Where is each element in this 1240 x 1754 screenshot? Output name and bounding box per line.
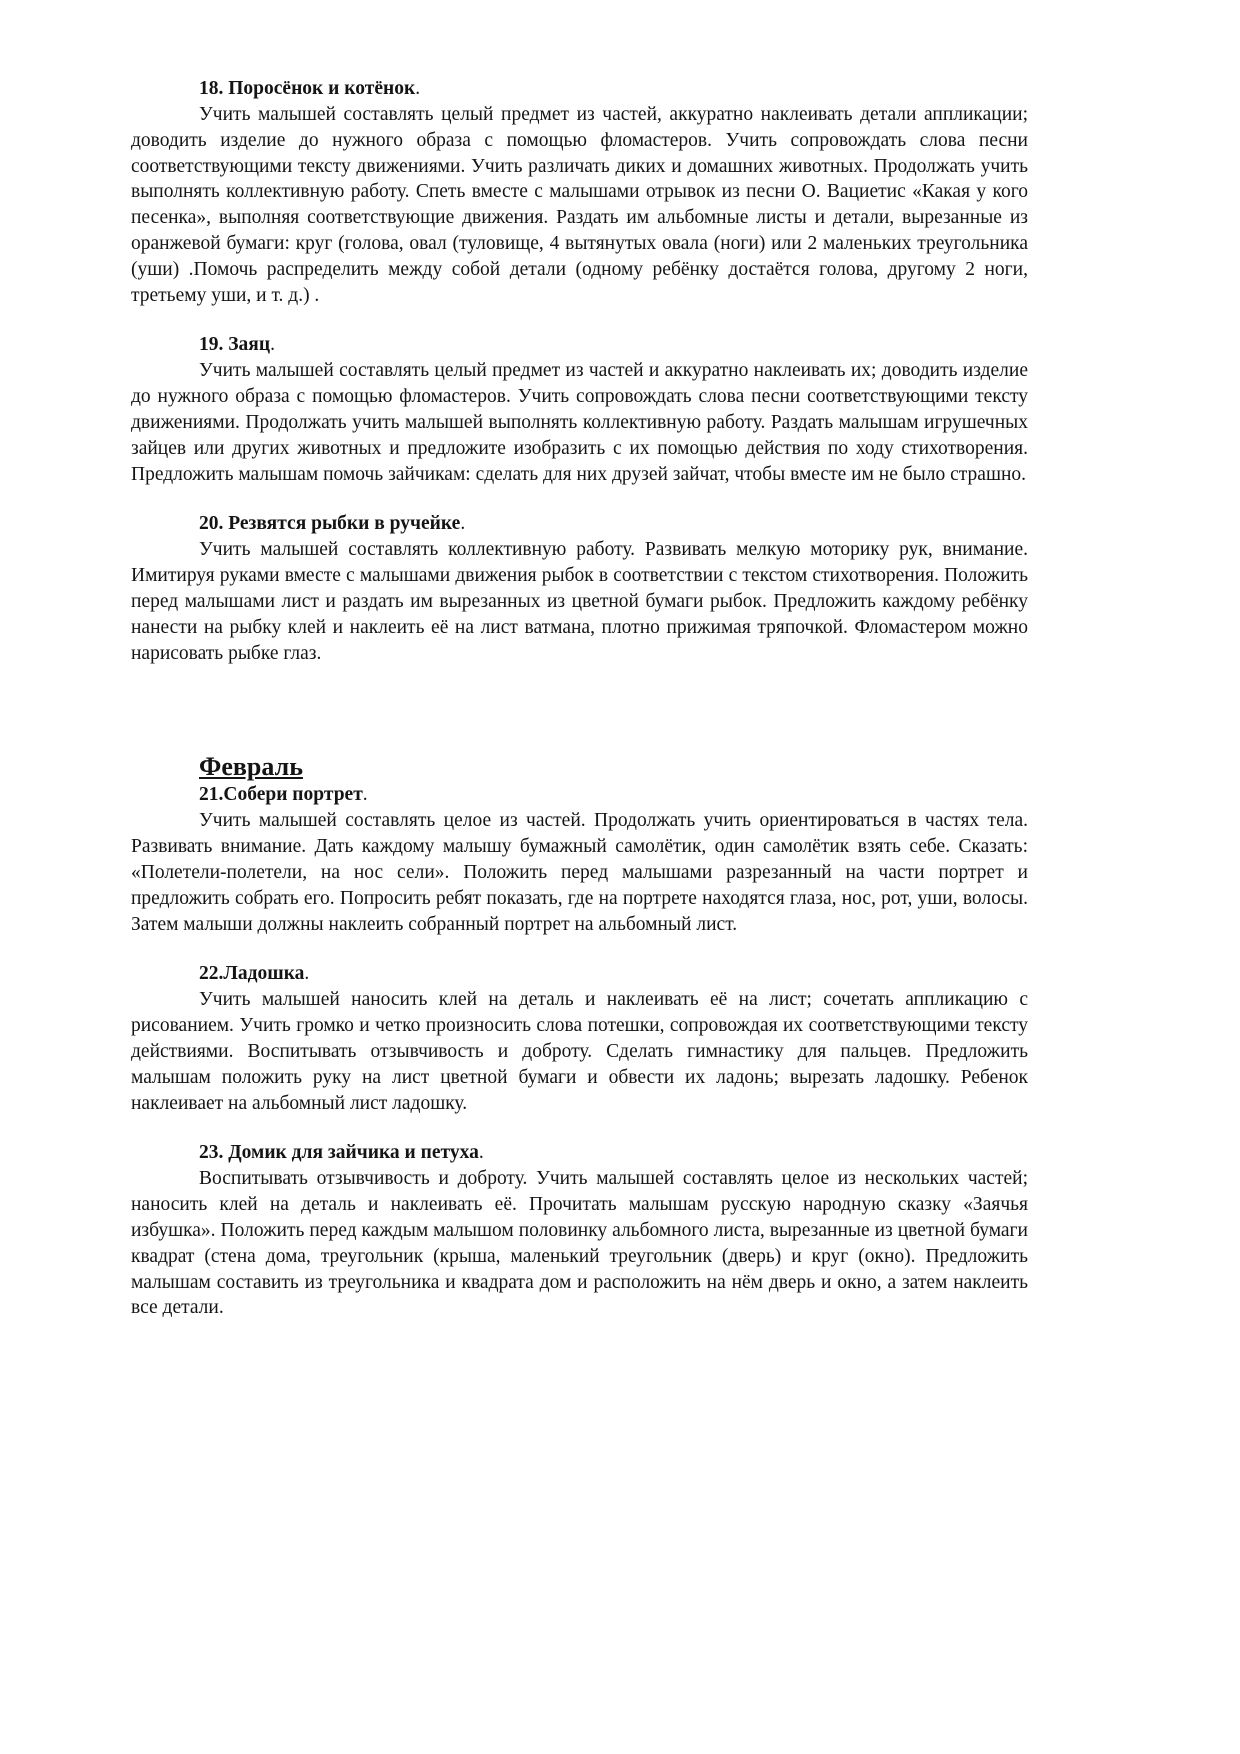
section-21	[131, 782, 1028, 937]
section-title-text: 20. Резвятся рыбки в ручейке	[199, 513, 461, 535]
section-body: Учить малышей наносить клей на деталь и наклеивать её на лист; сочетать аппликацию с рисованием. Учить громко и четко произносить слова потешки, сопровождая их соответствующими тексту действиями. Воспитывать отзывчивость и доброту. Сделать гимнастику для пальцев. Предложить малышам положить руку на лист цветной бумаги и обвести их ладонь; вырезать ладошку. Ребенок наклеивает на альбомный лист ладошку.	[131, 989, 1028, 1114]
section-body: Учить малышей составлять коллективную работу. Развивать мелкую моторику рук, внимание. Имитируя руками вместе с малышами движения рыбок в соответствии с текстом стихотворения. Положить перед малышами лист и раздать им вырезанных из цветной бумаги рыбок. Предложить каждому ребёнку нанести на рыбку клей и наклеить её на лист ватмана, плотно прижимая тряпочкой. Фломастером можно нарисовать рыбке глаз.	[131, 539, 1028, 664]
section-19	[131, 332, 1028, 487]
section-title-text: 19. Заяц	[199, 334, 271, 356]
section-18	[131, 76, 1028, 308]
section-title-text: 21.Собери портрет	[199, 784, 363, 806]
section-title-text: 23. Домик для зайчика и петуха	[199, 1142, 479, 1164]
section-20	[131, 511, 1028, 666]
section-title	[131, 76, 1028, 102]
section-title	[131, 332, 1028, 358]
section-body: Учить малышей составлять целый предмет из частей, аккуратно наклеивать детали аппликации; доводить изделие до нужного образа с помощью фломастеров. Учить сопровождать слова песни соответствующими тексту движениями. Учить различать диких и домашних животных. Продолжать учить выполнять коллективную работу. Спеть вместе с малышами отрывок из песни О. Вациетис «Какая у кого песенка», выполняя соответствующие движения. Раздать им альбомные листы и детали, вырезанные из оранжевой бумаги: круг (голова, овал (туловище, 4 вытянутых овала (ноги) или 2 маленьких треугольника (уши) .Помочь распределить между собой детали (одному ребёнку достаётся голова, другому 2 ноги, третьему уши, и т. д.) .	[131, 104, 1028, 306]
section-body: Учить малышей составлять целое из частей. Продолжать учить ориентироваться в частях тела. Развивать внимание. Дать каждому малышу бумажный самолётик, один самолётик взять себе. Сказать: «Полетели-полетели, на нос сели». Положить перед малышами разрезанный на части портрет и предложить собрать его. Попросить ребят показать, где на портрете находятся глаза, нос, рот, уши, волосы. Затем малыши должны наклеить собранный портрет на альбомный лист.	[131, 810, 1028, 935]
title-period: .	[270, 334, 275, 356]
section-body: Учить малышей составлять целый предмет из частей и аккуратно наклеивать их; доводить изделие до нужного образа с помощью фломастеров. Учить сопровождать слова песни соответствующими тексту движениями. Продолжать учить малышей выполнять коллективную работу. Раздать малышам игрушечных зайцев или других животных и предложите изобразить с их помощью действия по ходу стихотворения. Предложить малышам помочь зайчикам: сделать для них друзей зайчат, чтобы вместе им не было страшно.	[131, 360, 1028, 485]
title-period: .	[460, 513, 466, 535]
section-23	[131, 1140, 1028, 1321]
title-period: .	[304, 963, 310, 985]
section-title	[131, 1140, 1028, 1166]
section-body: Воспитывать отзывчивость и доброту. Учить малышей составлять целое из нескольких частей; наносить клей на деталь и наклеивать её. Прочитать малышам русскую народную сказку «Заячья избушка». Положить перед каждым малышом половинку альбомного листа, вырезанные из цветной бумаги квадрат (стена дома, треугольник (крыша, маленький треугольник (дверь) и круг (окно). Предложить малышам составить из треугольника и квадрата дом и расположить на нём дверь и окно, а затем наклеить все детали.	[131, 1168, 1028, 1319]
section-title-text: 22.Ладошка	[199, 963, 305, 985]
section-title-text: 18. Поросёнок и котёнок	[199, 78, 416, 99]
month-heading: Февраль	[199, 752, 303, 782]
document-page	[131, 76, 1028, 1321]
section-title	[131, 511, 1028, 537]
title-period: .	[362, 784, 368, 806]
title-period: .	[478, 1142, 484, 1164]
section-title	[131, 782, 1028, 808]
section-title	[131, 961, 1028, 987]
section-22	[131, 961, 1028, 1116]
title-period: .	[415, 78, 421, 99]
